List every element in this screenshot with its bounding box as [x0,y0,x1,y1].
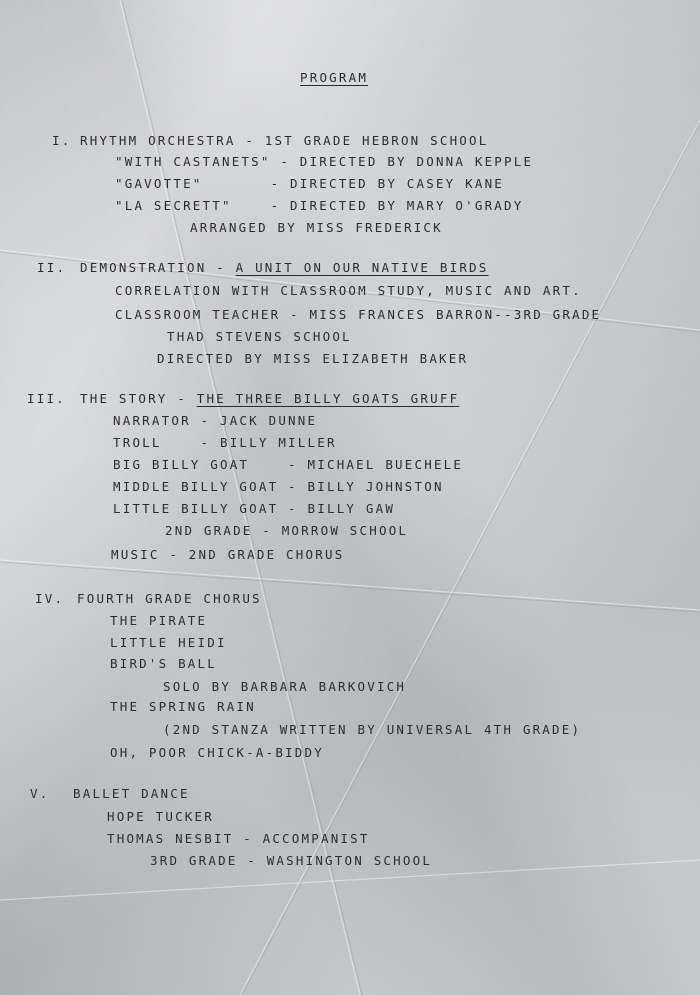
section-2-number: II. [37,260,67,275]
section-3-line: 2ND GRADE - MORROW SCHOOL [165,523,409,538]
section-3-line: BIG BILLY GOAT - MICHAEL BUECHELE [113,457,464,472]
section-3-heading-prefix: THE STORY - [80,391,197,406]
section-4-line: SOLO BY BARBARA BARKOVICH [163,679,407,694]
section-2-heading-title: A UNIT ON OUR NATIVE BIRDS [235,260,489,275]
section-4-line: BIRD'S BALL [110,656,217,671]
section-2-heading-prefix: DEMONSTRATION - [80,260,236,275]
section-2-line: CLASSROOM TEACHER - MISS FRANCES BARRON--3RD GRADE [115,307,602,322]
section-1-line: "GAVOTTE" - DIRECTED BY CASEY KANE [115,176,505,191]
section-3-number: III. [27,391,66,406]
page-title: PROGRAM [300,70,369,85]
section-3-line: MIDDLE BILLY GOAT - BILLY JOHNSTON [113,479,444,494]
section-4-line: THE PIRATE [110,613,208,628]
section-4-line: LITTLE HEIDI [110,635,227,650]
section-1-line: ARRANGED BY MISS FREDERICK [190,220,443,235]
section-2-line: CORRELATION WITH CLASSROOM STUDY, MUSIC AND ART. [115,283,582,298]
section-4-line: OH, POOR CHICK-A-BIDDY [110,745,324,760]
section-4-heading: FOURTH GRADE CHORUS [77,591,262,606]
section-5-line: THOMAS NESBIT - ACCOMPANIST [107,831,370,846]
section-2-heading [80,260,489,275]
section-1-line: "LA SECRETT" - DIRECTED BY MARY O'GRADY [115,198,524,213]
section-4-line: THE SPRING RAIN [110,699,256,714]
section-1-number: I. [52,133,72,148]
section-5-line: 3RD GRADE - WASHINGTON SCHOOL [150,853,433,868]
section-2-line: THAD STEVENS SCHOOL [167,329,352,344]
section-3-heading-title: THE THREE BILLY GOATS GRUFF [196,391,460,406]
section-5-heading: BALLET DANCE [73,786,190,801]
section-3-line: LITTLE BILLY GOAT - BILLY GAW [113,501,396,516]
section-2-line: DIRECTED BY MISS ELIZABETH BAKER [157,351,469,366]
section-3-line: NARRATOR - JACK DUNNE [113,413,318,428]
section-5-number: V. [30,786,50,801]
section-4-line: (2ND STANZA WRITTEN BY UNIVERSAL 4TH GRADE) [163,722,582,737]
section-3-heading [80,391,459,406]
section-1-line: "WITH CASTANETS" - DIRECTED BY DONNA KEPPLE [115,154,534,169]
section-5-line: HOPE TUCKER [107,809,214,824]
section-1-heading: RHYTHM ORCHESTRA - 1ST GRADE HEBRON SCHOOL [80,133,489,148]
section-4-number: IV. [35,591,65,606]
section-3-line: MUSIC - 2ND GRADE CHORUS [111,547,345,562]
section-3-line: TROLL - BILLY MILLER [113,435,337,450]
